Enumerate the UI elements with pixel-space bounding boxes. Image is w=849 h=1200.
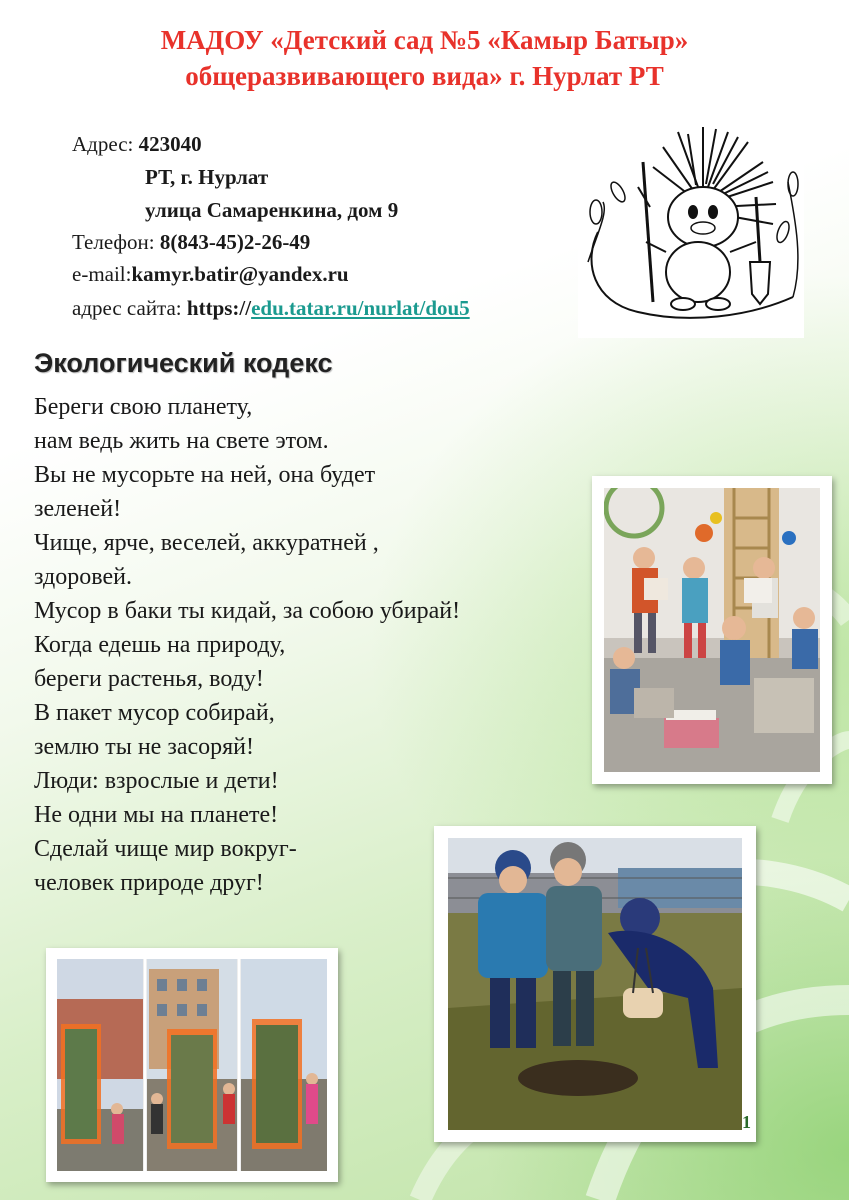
photo-recycling-collage: [46, 948, 338, 1182]
photo-children-indoors-image: [604, 488, 820, 772]
photo-children-planting-image: [448, 838, 742, 1130]
photo-children-indoors: [592, 476, 832, 784]
address-city: РТ, г. Нурлат: [145, 165, 269, 189]
address-street: улица Самаренкина, дом 9: [145, 198, 399, 222]
address-line: [72, 129, 202, 159]
page-number: 1: [742, 1112, 751, 1132]
email-line: [72, 259, 349, 289]
phone-number: 8(843-45)2-26-49: [159, 230, 311, 254]
address-label: Адрес:: [72, 132, 139, 156]
poem-line: здоровей.: [34, 564, 132, 590]
photo-recycling-collage-image: [57, 959, 327, 1171]
site-label: адрес сайта:: [72, 296, 187, 320]
site-prefix: https://: [186, 296, 252, 320]
phone-label: Телефон:: [72, 230, 160, 254]
poem-line: Чище, ярче, веселей, аккуратней ,: [34, 530, 379, 556]
poem-line: Люди: взрослые и дети!: [34, 768, 279, 794]
site-line: [72, 293, 470, 323]
site-link[interactable]: edu.tatar.ru/nurlat/dou5: [251, 296, 470, 320]
poem-line: В пакет мусор собирай,: [34, 700, 275, 726]
title-line-2: общеразвивающего вида» г. Нурлат РТ: [185, 61, 664, 91]
poem-title: Экологический кодекс: [34, 348, 333, 378]
poem-line: Сделай чище мир вокруг-: [34, 836, 297, 862]
poem-line: нам ведь жить на свете этом.: [34, 428, 329, 454]
poem-line: Мусор в баки ты кидай, за собою убирай!: [34, 598, 461, 624]
poem-line: Когда едешь на природу,: [34, 632, 286, 658]
poem-line: Вы не мусорьте на ней, она будет: [34, 462, 376, 488]
poem-line: Не одни мы на планете!: [34, 802, 279, 828]
photo-children-planting: [434, 826, 756, 1142]
poem-line: зеленей!: [34, 496, 122, 522]
phone-line: [72, 227, 310, 257]
hedgehog-icon: [578, 112, 804, 338]
poem-line: землю ты не засоряй!: [34, 734, 254, 760]
poem-line: человек природе друг!: [34, 870, 264, 896]
poem-text: [34, 390, 460, 900]
poem-line: Береги свою планету,: [34, 394, 253, 420]
email-address: kamyr.batir@yandex.ru: [131, 262, 349, 286]
email-label: e-mail:: [72, 262, 132, 286]
poem-line: береги растенья, воду!: [34, 666, 264, 692]
address-zip: 423040: [138, 132, 202, 156]
title-line-1: МАДОУ «Детский сад №5 «Камыр Батыр»: [160, 25, 689, 55]
hedgehog-logo: [578, 112, 804, 338]
organization-title: [0, 22, 849, 94]
